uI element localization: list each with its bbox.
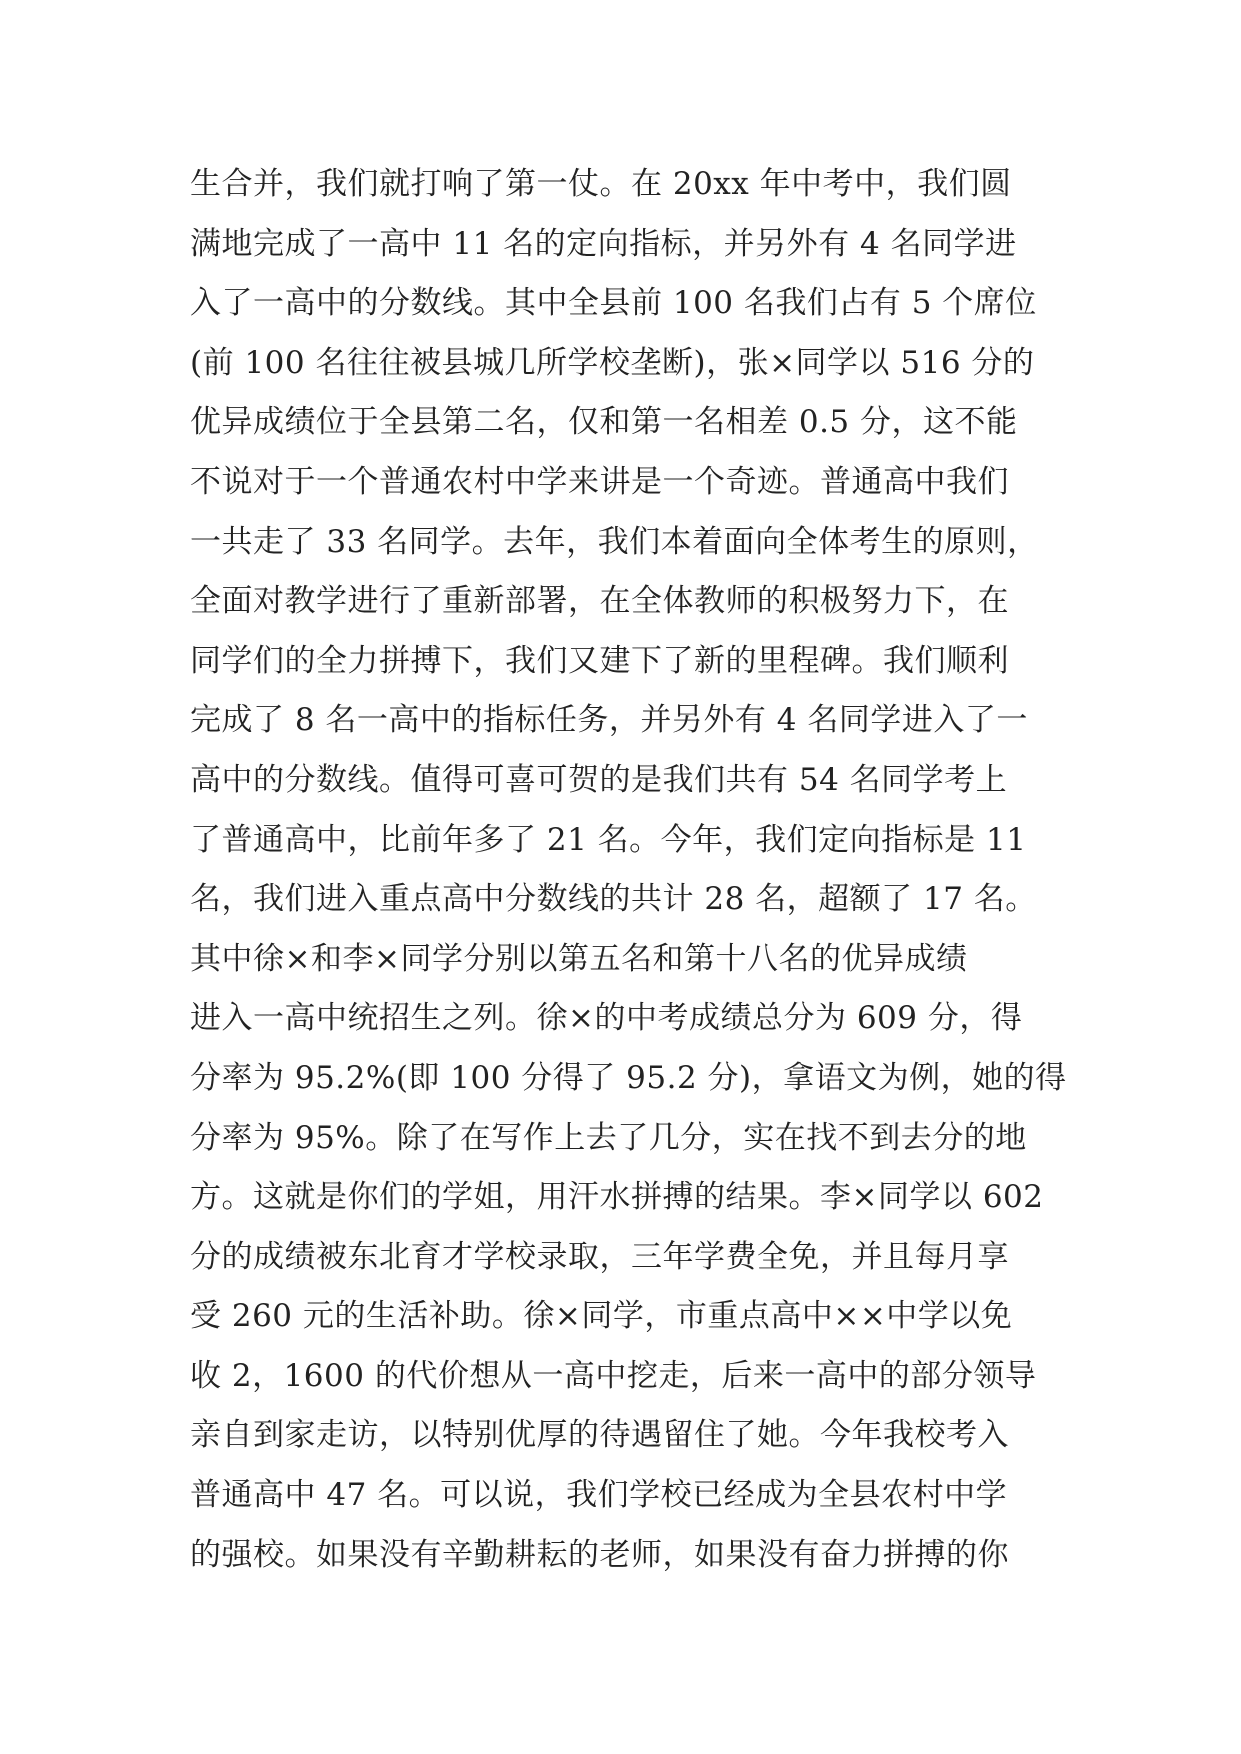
text-line: 高中的分数线。值得可喜可贺的是我们共有 54 名同学考上: [190, 761, 1008, 798]
text-line: 受 260 元的生活补助。徐×同学，市重点高中××中学以免: [190, 1298, 1013, 1335]
text-line: 不说对于一个普通农村中学来讲是一个奇迹。普通高中我们: [190, 463, 1009, 500]
text-line: 收 2，1600 的代价想从一高中挖走，后来一高中的部分领导: [190, 1357, 1037, 1394]
text-line: 其中徐×和李×同学分别以第五名和第十八名的优异成绩: [190, 940, 968, 977]
text-line: 的强校。如果没有辛勤耕耘的老师，如果没有奋力拼搏的你: [190, 1536, 1009, 1573]
text-line: 进入一高中统招生之列。徐×的中考成绩总分为 609 分，得: [190, 1000, 1023, 1037]
text-line: 分的成绩被东北育才学校录取，三年学费全免，并且每月享: [190, 1238, 1009, 1275]
text-line: 入了一高中的分数线。其中全县前 100 名我们占有 5 个席位: [190, 285, 1037, 322]
text-line: 分率为 95.2%(即 100 分得了 95.2 分)，拿语文为例，她的得: [190, 1059, 1067, 1096]
text-line: 优异成绩位于全县第二名，仅和第一名相差 0.5 分，这不能: [190, 404, 1018, 441]
text-line: 生合并，我们就打响了第一仗。在 20xx 年中考中，我们圆: [190, 166, 1012, 202]
body-text: [190, 155, 1070, 1585]
text-line: 同学们的全力拼搏下，我们又建下了新的里程碑。我们顺利: [190, 642, 1009, 679]
text-line: 全面对教学进行了重新部署，在全体教师的积极努力下，在: [190, 583, 1009, 620]
text-line: 亲自到家走访，以特别优厚的待遇留住了她。今年我校考入: [190, 1417, 1009, 1454]
text-line: 一共走了 33 名同学。去年，我们本着面向全体考生的原则，: [190, 523, 1039, 560]
text-line: 方。这就是你们的学姐，用汗水拼搏的结果。李×同学以 602: [190, 1179, 1044, 1216]
text-line: 名，我们进入重点高中分数线的共计 28 名，超额了 17 名。: [190, 881, 1037, 918]
text-line: (前 100 名往往被县城几所学校垄断)，张×同学以 516 分的: [190, 344, 1035, 381]
text-line: 满地完成了一高中 11 名的定向指标，并另外有 4 名同学进: [190, 225, 1017, 262]
text-line: 分率为 95%。除了在写作上去了几分，实在找不到去分的地: [190, 1119, 1027, 1156]
text-line: 了普通高中，比前年多了 21 名。今年，我们定向指标是 11: [190, 821, 1027, 858]
text-line: 普通高中 47 名。可以说，我们学校已经成为全县农村中学: [190, 1477, 1008, 1514]
text-line: 完成了 8 名一高中的指标任务，并另外有 4 名同学进入了一: [190, 702, 1028, 739]
